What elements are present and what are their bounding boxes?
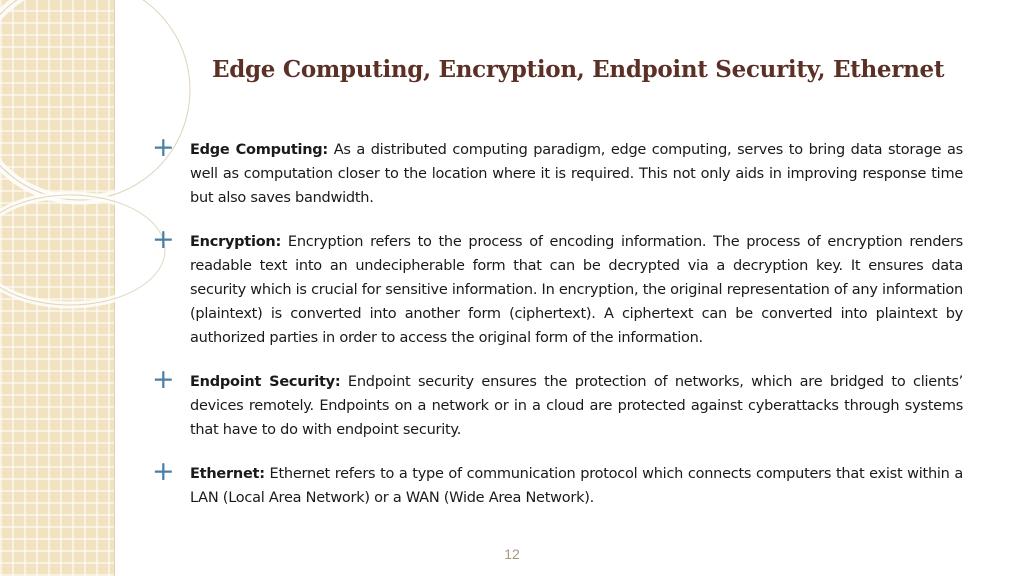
bullet-encryption (152, 224, 963, 350)
bullet-text (190, 138, 963, 210)
bullet-description: Encryption refers to the process of encoding information. The process of encryption renders readable text into an undecipherable form that can be decrypted via a decryption key. It ensures data security which is crucial for sensitive information. In encryption, the original representation of any information (plaintext) is converted into another form (ciphertext). A ciphertext can be converted into plaintext by authorized parties in order to access the original form of the information. (190, 234, 963, 346)
bullet-text (190, 462, 963, 510)
bullet-term: Endpoint Security: (190, 374, 341, 390)
bullet-term: Ethernet: (190, 466, 265, 482)
decorative-side-panel (0, 0, 115, 576)
plus-icon: + (152, 132, 175, 163)
plus-icon: + (152, 224, 175, 255)
plus-icon: + (152, 456, 175, 487)
bullet-term: Edge Computing: (190, 142, 328, 158)
bullet-description: Endpoint security ensures the protection of networks, which are bridged to clients’ devices remotely. Endpoints on a network or in a cloud are protected against cyberattacks through systems that have to do with endpoint security. (190, 374, 963, 438)
bullet-ethernet (152, 456, 964, 510)
bullet-text (190, 230, 963, 350)
bullet-text (190, 370, 963, 442)
bullet-description: Ethernet refers to a type of communication protocol which connects computers that exist within a LAN (Local Area Network) or a WAN (Wide Area Network). (190, 466, 964, 506)
bullet-endpoint-security (152, 364, 963, 442)
page-number: 12 (504, 546, 520, 562)
bullet-description: As a distributed computing paradigm, edge computing, serves to bring data storage as well as computation closer to the location where it is required. This not only aids in improving response time but also saves bandwidth. (190, 142, 963, 206)
slide-title: Edge Computing, Encryption, Endpoint Security, Ethernet (212, 56, 945, 83)
bullet-term: Encryption: (190, 234, 282, 250)
bullet-edge-computing (152, 132, 963, 210)
bullet-list (152, 132, 964, 510)
plus-icon: + (152, 364, 175, 395)
